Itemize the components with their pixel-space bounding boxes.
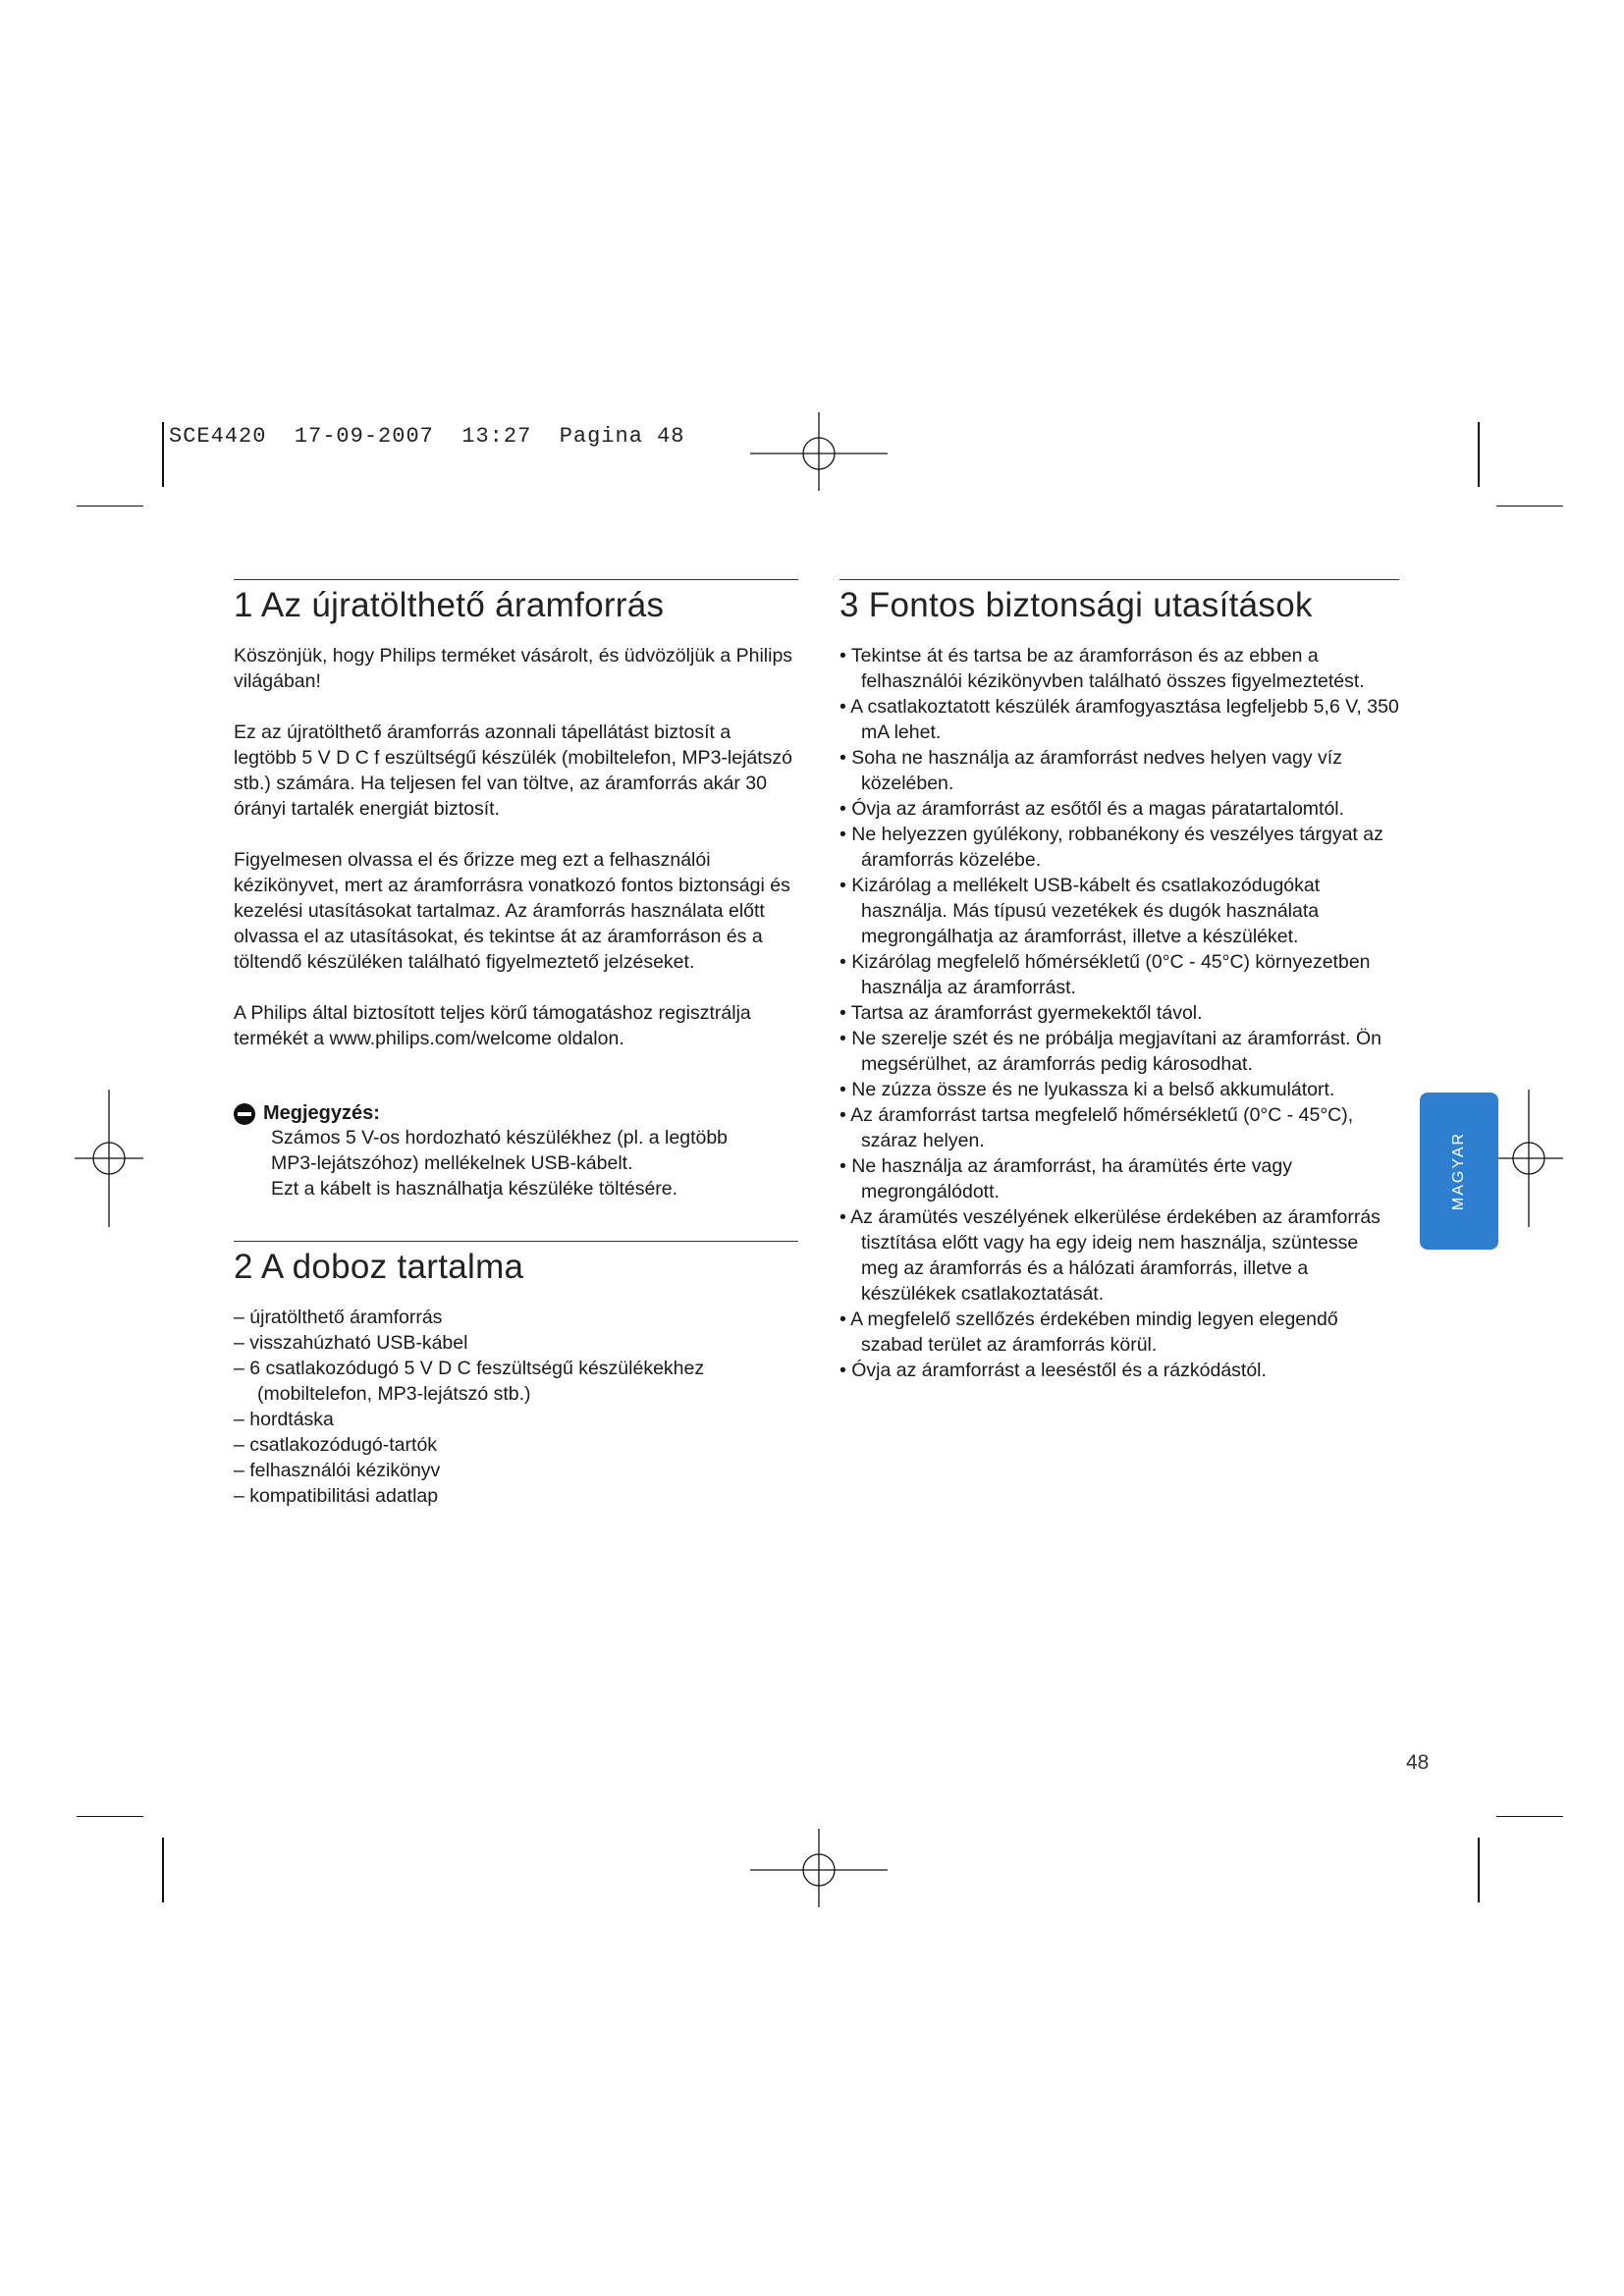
list-item: • Óvja az áramforrást az esőtől és a magas páratartalomtól. [839, 796, 1399, 822]
section-rule [839, 579, 1399, 580]
left-column [234, 579, 798, 1509]
section-rule [234, 579, 798, 580]
list-item: • A csatlakoztatott készülék áramfogyasztása legfeljebb 5,6 V, 350 mA lehet. [839, 694, 1399, 745]
note-box [234, 1102, 798, 1201]
right-column [839, 579, 1399, 1383]
section-rule [234, 1241, 798, 1242]
note-line: Számos 5 V-os hordozható készülékhez (pl. a legtöbb [271, 1127, 729, 1148]
list-item: • Ne használja az áramforrást, ha áramütés érte vagy megrongálódott. [839, 1153, 1399, 1204]
list-item: – csatlakozódugó-tartók [234, 1432, 798, 1458]
list-item: • Tekintse át és tartsa be az áramforráson és az ebben a felhasználói kézikönyvben található összes figyelmeztetést. [839, 643, 1399, 694]
crop-mark [1478, 422, 1480, 487]
list-item: • Az áramütés veszélyének elkerülése érdekében az áramforrás tisztítása előtt vagy ha egy ideig nem használja, szüntesse meg az áramforrás és a hálózati áramforrás, illetve a készülékek csatlakoztatását. [839, 1204, 1399, 1307]
registration-mark-icon [750, 412, 888, 491]
list-item: – hordtáska [234, 1407, 798, 1432]
crop-mark [1478, 1838, 1480, 1902]
doc-code: SCE4420 [169, 424, 267, 449]
list-item: – újratölthető áramforrás [234, 1305, 798, 1330]
section-3-title: 3 Fontos biztonsági utasítások [839, 586, 1313, 624]
intro-paragraph: Ez az újratölthető áramforrás azonnali tápellátást biztosít a legtöbb 5 V D C f eszültségű készülék (mobiltelefon, MP3-lejátszó stb.) számára. Ha teljesen fel van töltve, az áramforrás akár 30 órányi tartalék energiát biztosít. [234, 721, 793, 820]
intro-paragraph: Figyelmesen olvassa el és őrizze meg ezt a felhasználói kézikönyvet, mert az áramforrásra vonatkozó fontos biztonsági és kezelési utasításokat tartalmaz. Az áramforrás használata előtt olvassa el az utasításokat, és tekintse át az áramforráson és a töltendő készüléken található figyelmeztető jelzéseket. [234, 849, 790, 973]
language-tab-label: MAGYAR [1450, 1131, 1467, 1211]
list-item: • Soha ne használja az áramforrást nedves helyen vagy víz közelében. [839, 745, 1399, 796]
crop-mark [162, 422, 164, 487]
print-time: 13:27 [461, 424, 532, 449]
list-item: • Kizárólag a mellékelt USB-kábelt és csatlakozódugókat használja. Más típusú vezetékek és dugók használata megrongálhatja az áramforrást, illetve a készüléket. [839, 873, 1399, 949]
list-item: • A megfelelő szellőzés érdekében mindig legyen elegendő szabad terület az áramforrás körül. [839, 1307, 1399, 1358]
section-1-title: 1 Az újratölthető áramforrás [234, 586, 665, 624]
language-tab [1420, 1093, 1498, 1250]
list-item: • Az áramforrást tartsa megfelelő hőmérsékletű (0°C - 45°C), száraz helyen. [839, 1102, 1399, 1153]
box-contents-list [234, 1305, 798, 1509]
crop-mark [1496, 506, 1563, 507]
list-item: • Ne zúzza össze és ne lyukassza ki a belső akkumulátort. [839, 1077, 1399, 1102]
note-heading-text: Megjegyzés: [263, 1102, 380, 1124]
list-item: • Ne szerelje szét és ne próbálja megjavítani az áramforrást. Ön megsérülhet, az áramforrás pedig károsodhat. [839, 1026, 1399, 1077]
list-item: • Kizárólag megfelelő hőmérsékletű (0°C - 45°C) környezetben használja az áramforrást. [839, 949, 1399, 1000]
list-item: • Ne helyezzen gyúlékony, robbanékony és veszélyes tárgyat az áramforrás közelébe. [839, 822, 1399, 873]
list-item: – felhasználói kézikönyv [234, 1458, 798, 1483]
crop-mark [162, 1838, 164, 1902]
crop-mark [77, 1816, 143, 1817]
print-header [169, 424, 685, 449]
note-icon [234, 1103, 255, 1125]
intro-paragraph: Köszönjük, hogy Philips terméket vásárolt, és üdvözöljük a Philips világában! [234, 645, 793, 692]
registration-mark-icon [1494, 1090, 1563, 1227]
crop-mark [1496, 1816, 1563, 1817]
list-item: – 6 csatlakozódugó 5 V D C feszültségű készülékekhez (mobiltelefon, MP3-lejátszó stb.) [234, 1356, 798, 1407]
list-item: – kompatibilitási adatlap [234, 1483, 798, 1509]
safety-list [839, 643, 1399, 1383]
crop-mark [77, 506, 143, 507]
print-date: 17-09-2007 [294, 424, 434, 449]
page-number: 48 [1406, 1751, 1430, 1774]
list-item: • Óvja az áramforrást a leeséstől és a rázkódástól. [839, 1358, 1399, 1383]
page-label: Pagina 48 [559, 424, 685, 449]
section-2-title: 2 A doboz tartalma [234, 1248, 524, 1286]
intro-paragraph: A Philips által biztosított teljes körű támogatáshoz regisztrálja termékét a www.philips.com/welcome oldalon. [234, 1002, 751, 1049]
note-line: Ezt a kábelt is használhatja készüléke töltésére. [271, 1178, 678, 1200]
registration-mark-icon [750, 1829, 888, 1907]
list-item: • Tartsa az áramforrást gyermekektől távol. [839, 1000, 1399, 1026]
registration-mark-icon [75, 1090, 143, 1227]
list-item: – visszahúzható USB-kábel [234, 1330, 798, 1356]
note-line: MP3-lejátszóhoz) mellékelnek USB-kábelt. [271, 1152, 633, 1174]
note-heading [234, 1102, 798, 1125]
